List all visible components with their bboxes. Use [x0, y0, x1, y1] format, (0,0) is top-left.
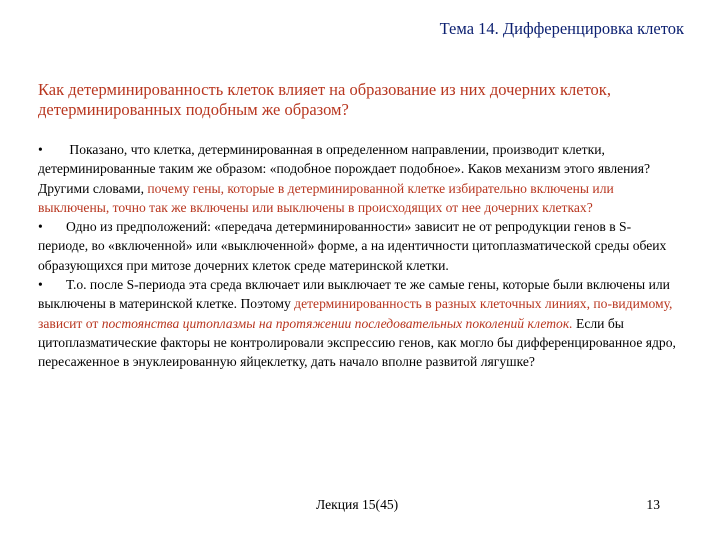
bullet-marker: • [38, 142, 43, 157]
slide-body [38, 140, 678, 372]
bullet-3-emphasis: постоянства цитоплазмы на протяжении последовательных поколений клеток. [101, 315, 573, 331]
page-number: 13 [646, 497, 660, 512]
bullet-3-text-end: Если бы цитоплазматические факторы не контролировали экспрессию генов, как могло бы дифференцированное ядро, пересаженное в энуклеированную яйцеклетку, дать начало вполне развитой лягушке? [38, 315, 676, 370]
bullet-marker: • [38, 277, 43, 293]
bullet-3-highlight: детерминированность в разных клеточных линиях, по-видимому, зависит от [38, 296, 673, 331]
bullet-1-highlight: почему гены, которые в детерминированной клетке избирательно включены или выключены, точно так же включены или выключены в происходящих от нее дочерних клетках? [38, 180, 614, 215]
bullet-3-text: Т.о. после S-периода эта среда включает или выключает те же самые гены, которые были включены или выключены в материнской клетке. Поэтому [38, 277, 670, 312]
bullet-marker: • [38, 219, 43, 235]
footer-lecture-label: Лекция 15(45) [316, 497, 399, 512]
slide-title: Тема 14. Дифференцировка клеток [439, 19, 684, 38]
bullet-paragraph-2 [38, 217, 678, 275]
bullet-1-text: Показано, что клетка, детерминированная в определенном направлении, производит клетки, детерминированные таким же образом: «подобное порождает подобное». Каков механизм этого явления? Другими словами, [38, 142, 650, 196]
bullet-paragraph-1 [38, 140, 678, 217]
question-heading: Как детерминированность клеток влияет на образование из них дочерних клеток, детерминированных подобным же образом? [38, 80, 611, 119]
bullet-2-text: Одно из предположений: «передача детерминированности» зависит не от репродукции генов в S-периоде, во «включенной» или «выключенной» форме, а на идентичности цитоплазматической среды обеих образующихся при митозе дочерних клеток среде материнской клетки. [38, 219, 667, 273]
bullet-paragraph-3 [38, 275, 678, 371]
